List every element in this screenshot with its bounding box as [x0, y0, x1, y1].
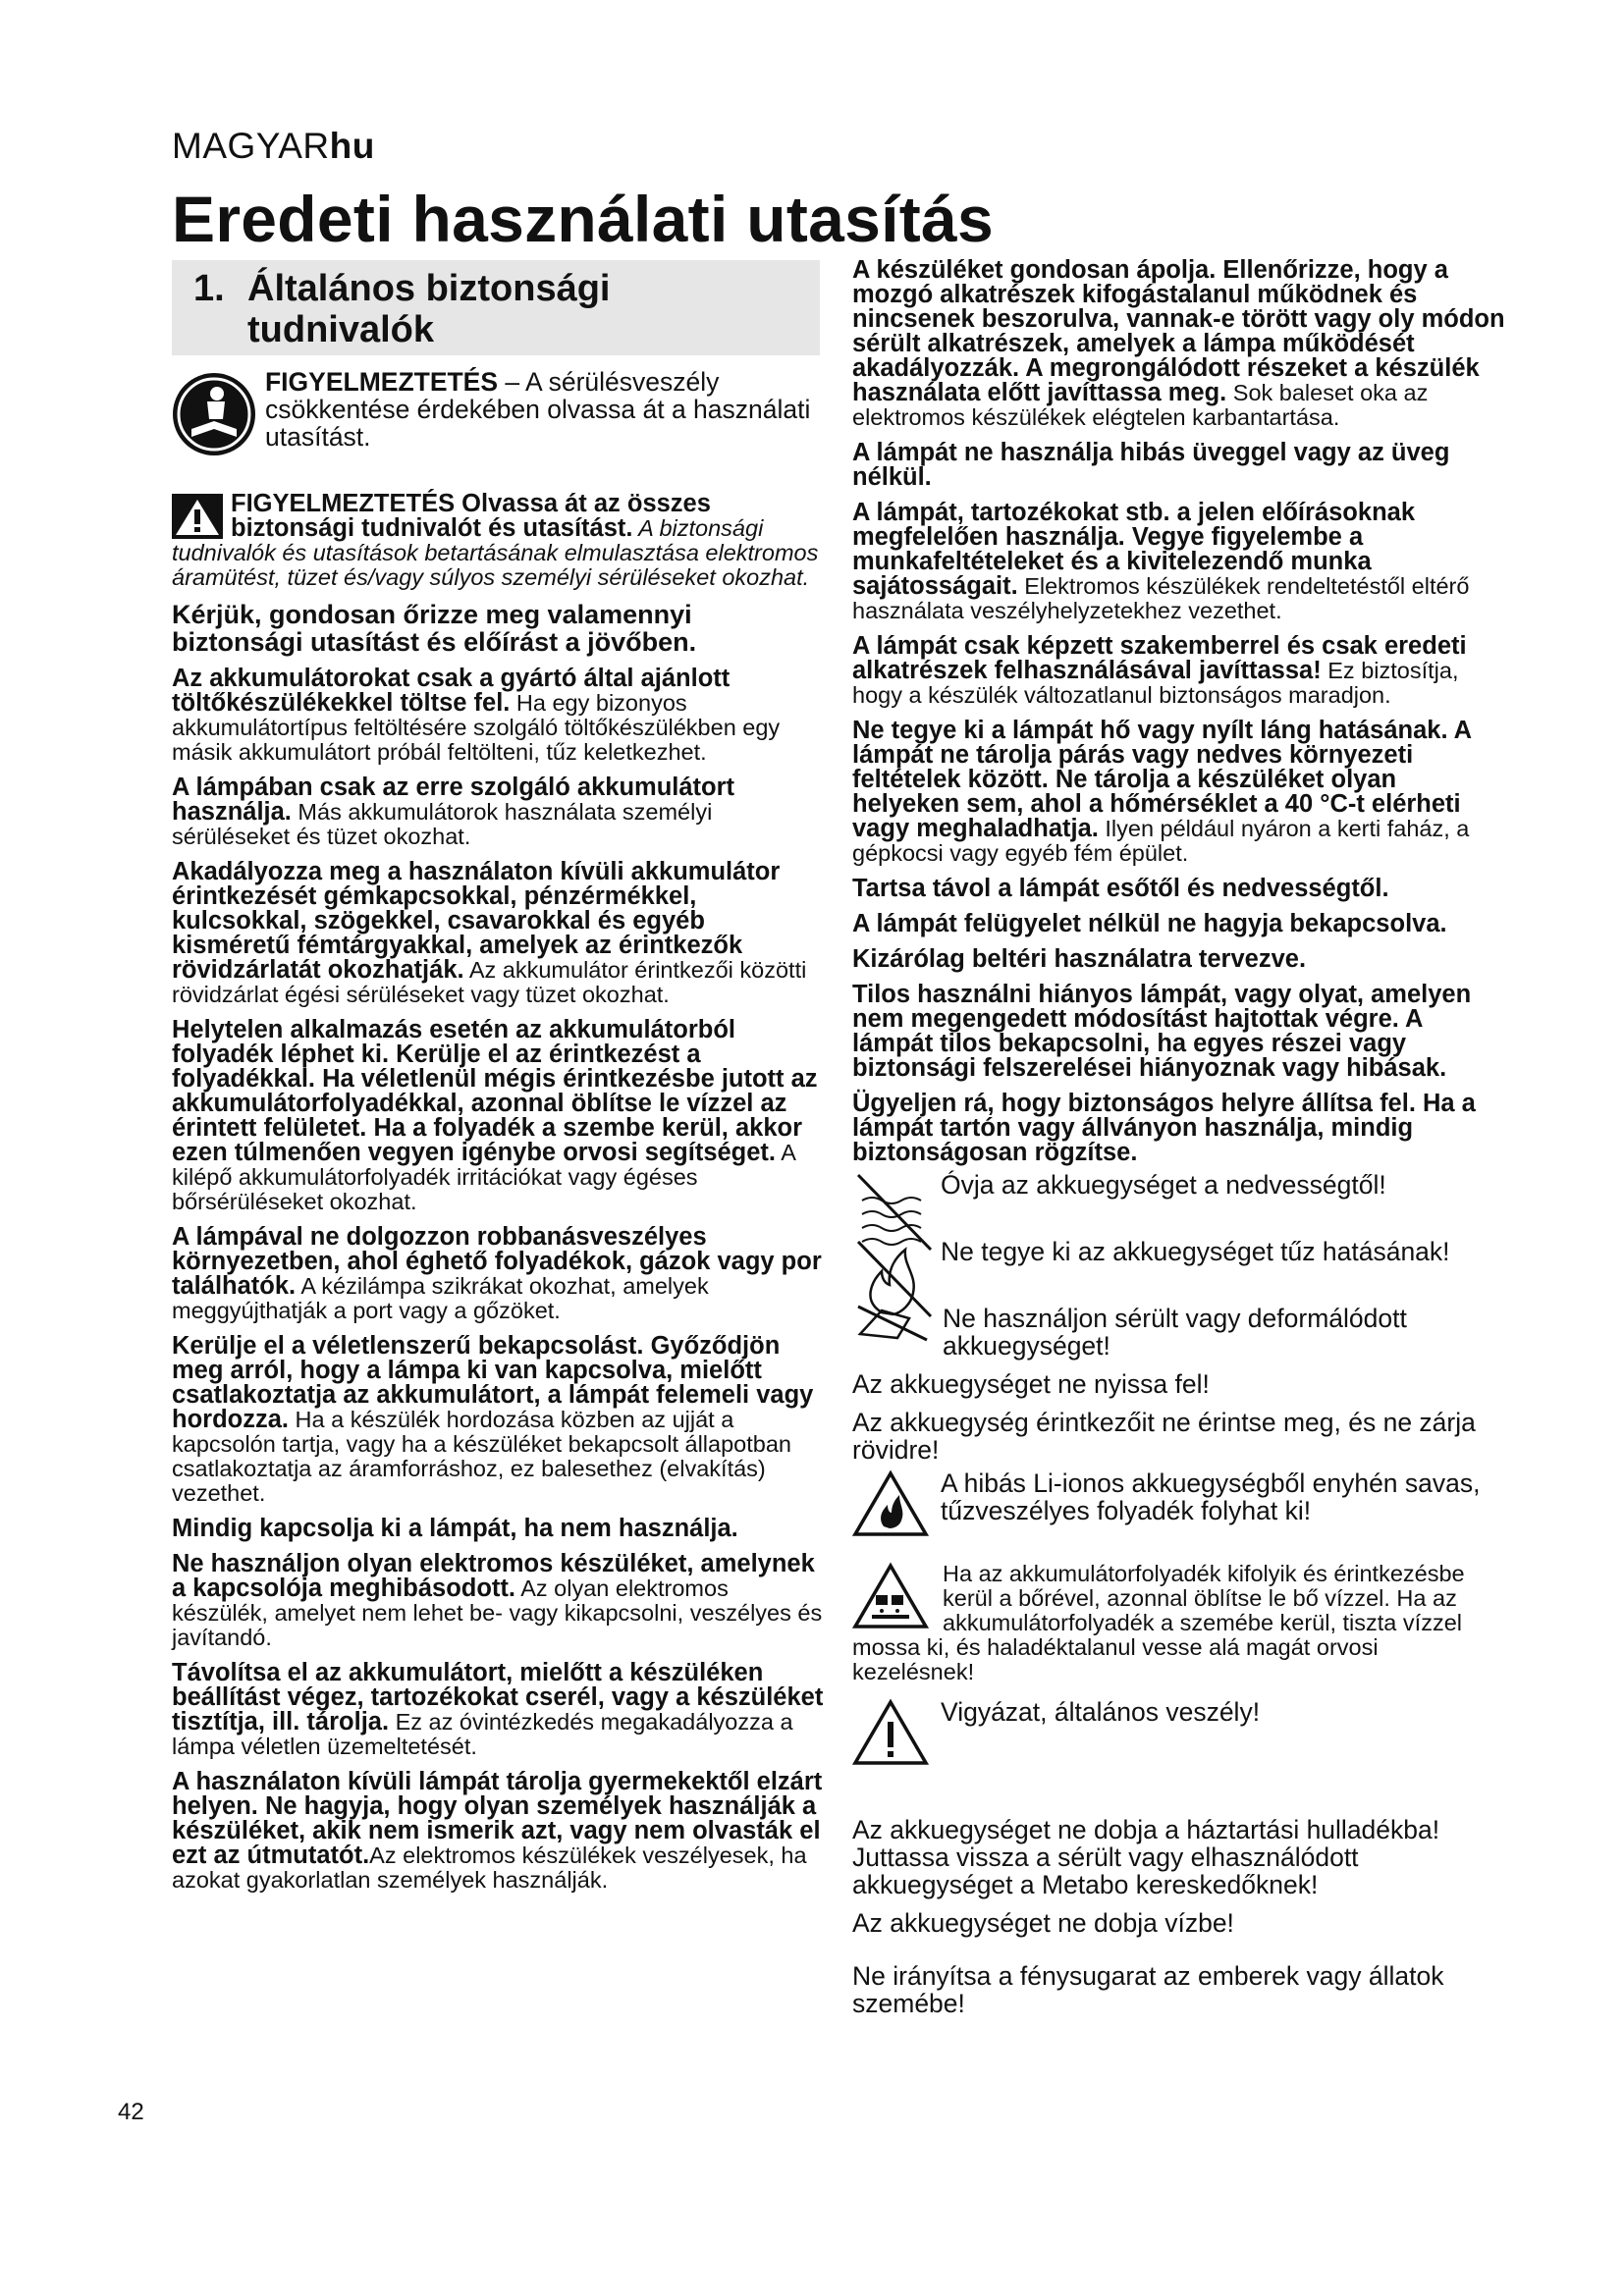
page-number: 42: [118, 2099, 144, 2125]
section-number: 1.: [193, 268, 225, 309]
read-manual-icon: [172, 372, 256, 456]
do-not-open-text: Az akkuegységet ne nyissa fel!: [852, 1369, 1210, 1399]
no-water-disposal-text: Az akkuegységet ne dobja vízbe!: [852, 1908, 1234, 1938]
paragraph: Ne tegye ki a lámpát hő vagy nyílt láng hatásának. A lámpát ne tárolja párás vagy nedves környezeti feltételek között. Ne tárolja a készüléket olyan helyeken sem, ahol a hőmérséklet a 40 °C-t elérheti vagy meghaladhatja. Ilyen például nyáron a kerti faház, a gépkocsi vagy egyéb fém épület.: [852, 717, 1472, 866]
symbol-no-moisture: Óvja az akkuegységet a nedvességtől!: [852, 1171, 1505, 1236]
paragraph: Akadályozza meg a használaton kívüli akkumulátor érintkezését gémkapcsokkal, pénzérmékkel, kulcsokkal, szögekkel, csavarokkal és egyéb kisméretű fémtárgyakkal, amelyek az érintkezők rövidzárlatát okozhatják. Az akkumulátor érintkezői közötti rövidzárlat égési sérüléseket vagy tüzet okozhat.: [172, 858, 807, 1007]
right-column: [852, 258, 1505, 2028]
paragraph: A készüléket gondosan ápolja. Ellenőrizze, hogy a mozgó alkatrészek kifogástalanul működnek és nincsenek beszorulva, vannak-e törött vagy oly módon sérült alkatrészek, amelyek a lámpa működését akadályozzák. A megrongálódott részeket a készülék használata előtt javíttassa meg. Sok baleset oka az elektromos készülékek elégtelen karbantartása.: [852, 256, 1505, 430]
paragraph: A lámpát ne használja hibás üveggel vagy az üveg nélkül.: [852, 439, 1450, 491]
paragraph: Mindig kapcsolja ki a lámpát, ha nem használja.: [172, 1515, 738, 1542]
section-heading: [172, 260, 820, 355]
paragraph: Helytelen alkalmazás esetén az akkumulátorból folyadék léphet ki. Kerülje el az érintkezést a folyadékkal. Ha véletlenül mégis érintkezésbe jutott az akkumulátorfolyadékkal, azonnal öblítse le vízzel az érintett felületet. Ha a folyadék a szembe kerül, akkor ezen túlmenően vegyen igénybe orvosi segítséget. A kilépő akkumulátorfolyadék irritációkat vagy égéses bőrsérüléseket okozhat.: [172, 1016, 818, 1214]
language-label: MAGYARhu: [172, 126, 375, 166]
paragraph: Az akkumulátorokat csak a gyártó által ajánlott töltőkészülékekkel töltse fel. Ha egy bizonyos akkumulátortípus feltöltésére szolgáló töltőkészülékben egy másik akkumulátort próbál feltölteni, tűz keletkezhet.: [172, 665, 781, 765]
paragraph: A lámpával ne dolgozzon robbanásveszélyes környezetben, ahol éghető folyadékok, gázok vagy por találhatók. A kézilámpa szikrákat okozhat, amelyek meggyújthatják a port vagy a gőzöket.: [172, 1223, 822, 1323]
flammable-warning-icon: [852, 1469, 929, 1538]
paragraph: Távolítsa el az akkumulátort, mielőtt a készüléken beállítást végez, tartozékokat cserél, vagy a készüléket tisztítja, ill. tárolja. Ez az óvintézkedés megakadályozza a lámpa véletlen üzemeltetését.: [172, 1659, 824, 1759]
paragraph: Ne használjon olyan elektromos készüléket, amelynek a kapcsolója meghibásodott. Az olyan elektromos készülék, amelyet nem lehet be- vagy kikapcsolni, veszélyes és javítandó.: [172, 1550, 823, 1650]
paragraph: A lámpában csak az erre szolgáló akkumulátort használja. Más akkumulátorok használata személyi sérüléseket és tüzet okozhat.: [172, 774, 735, 849]
left-column: [172, 368, 825, 1903]
paragraph: Tartsa távol a lámpát esőtől és nedvességtől.: [852, 875, 1389, 902]
page-title: Eredeti használati utasítás: [172, 183, 995, 255]
paragraph: Ügyeljen rá, hogy biztonságos helyre állítsa fel. Ha a lámpát tartón vagy állványon használja, mindig biztonságosan rögzítse.: [852, 1090, 1476, 1166]
section-title: Általános biztonsági tudnivalók: [247, 268, 611, 350]
symbol-general-danger: Vigyázat, általános veszély!: [852, 1698, 1505, 1787]
warning-paragraph: FIGYELMEZTETÉS Olvassa át az összes biztonsági tudnivalót és utasítást. A biztonsági tudnivalók és utasítások betartásának elmulasztása elektromos áramütést, tüzet és/vagy súlyos személyi sérüléseket okozhat.: [172, 490, 819, 590]
paragraph: A lámpát felügyelet nélkül ne hagyja bekapcsolva.: [852, 910, 1447, 937]
paragraph: Kizárólag beltéri használatra tervezve.: [852, 945, 1307, 973]
beam-warning-text: Ne irányítsa a fénysugarat az emberek vagy állatok szemébe!: [852, 1961, 1444, 2018]
do-not-short-text: Az akkuegység érintkezőit ne érintse meg, és ne zárja rövidre!: [852, 1408, 1476, 1465]
paragraph: Kerülje el a véletlenszerű bekapcsolást. Győződjön meg arról, hogy a lámpa ki van kapcsolva, mielőtt csatlakoztatja az akkumulátort, a lámpát felemeli vagy hordozza. Ha a készülék hordozása közben az ujját a kapcsolón tartja, vagy ha a készüléket bekapcsolt állapotban csatlakoztatja az áramforráshoz, ez balesethez (elvakítás) vezethet.: [172, 1332, 814, 1506]
corrosive-warning-icon: [852, 1562, 929, 1630]
symbol-no-fire: Ne tegye ki az akkuegységet tűz hatásának!: [852, 1238, 1505, 1303]
paragraph: A használaton kívüli lámpát tárolja gyermekektől elzárt helyen. Ne hagyja, hogy olyan személyek használják a készüléket, akik nem ismerik azt, vagy nem olvasták el ezt az útmutatót.Az elektromos készülékek veszélyesek, ha azokat gyakorlatlan személyek használják.: [172, 1768, 823, 1893]
no-fire-icon: [852, 1238, 937, 1320]
symbol-corrosive-liquid: Ha az akkumulátorfolyadék kifolyik és érintkezésbe kerül a bőrével, azonnal öblítse le bő vízzel. Ha az akkumulátorfolyadék a szemébe kerül, tiszta vízzel mossa ki, és haladéktalanul vesse alá magát orvosi kezelésnek!: [852, 1561, 1465, 1684]
paragraph: A lámpát csak képzett szakemberrel és csak eredeti alkatrészek felhasználásával javíttassa! Ez biztosítja, hogy a készülék változatlanul biztonságos maradjon.: [852, 632, 1467, 708]
read-manual-warning: FIGYELMEZTETÉS – A sérülésveszély csökkentése érdekében olvassa át a használati utasítást.: [172, 368, 825, 486]
warning-triangle-icon: [172, 494, 223, 539]
disposal-text: Az akkuegységet ne dobja a háztartási hulladékba! Juttassa vissza a sérült vagy elhasználódott akkuegységet a Metabo kereskedőknek!: [852, 1815, 1440, 1899]
paragraph: A lámpát, tartozékokat stb. a jelen előírásoknak megfelelően használja. Vegye figyelembe a munkafeltételeket és a kivitelezendő munka sajátosságait. Elektromos készülékek rendeltetéstől eltérő használata veszélyhelyzetekhez vezethet.: [852, 499, 1470, 623]
symbol-flammable-liquid: A hibás Li-ionos akkuegységből enyhén savas, tűzveszélyes folyadék folyhat ki!: [852, 1469, 1505, 1552]
symbol-no-damaged-pack: Ne használjon sérült vagy deformálódott akkuegységet!: [852, 1305, 1505, 1360]
paragraph: Tilos használni hiányos lámpát, vagy olyat, amelyen nem megengedett módosítást hajtottak végre. A lámpát tilos bekapcsolni, ha egyes részei vagy biztonsági felszerelései hiányoznak vagy hibásak.: [852, 981, 1472, 1082]
keep-instructions: Kérjük, gondosan őrizze meg valamennyi biztonsági utasítást és előírást a jövőben.: [172, 600, 697, 657]
general-danger-icon: [852, 1698, 929, 1767]
